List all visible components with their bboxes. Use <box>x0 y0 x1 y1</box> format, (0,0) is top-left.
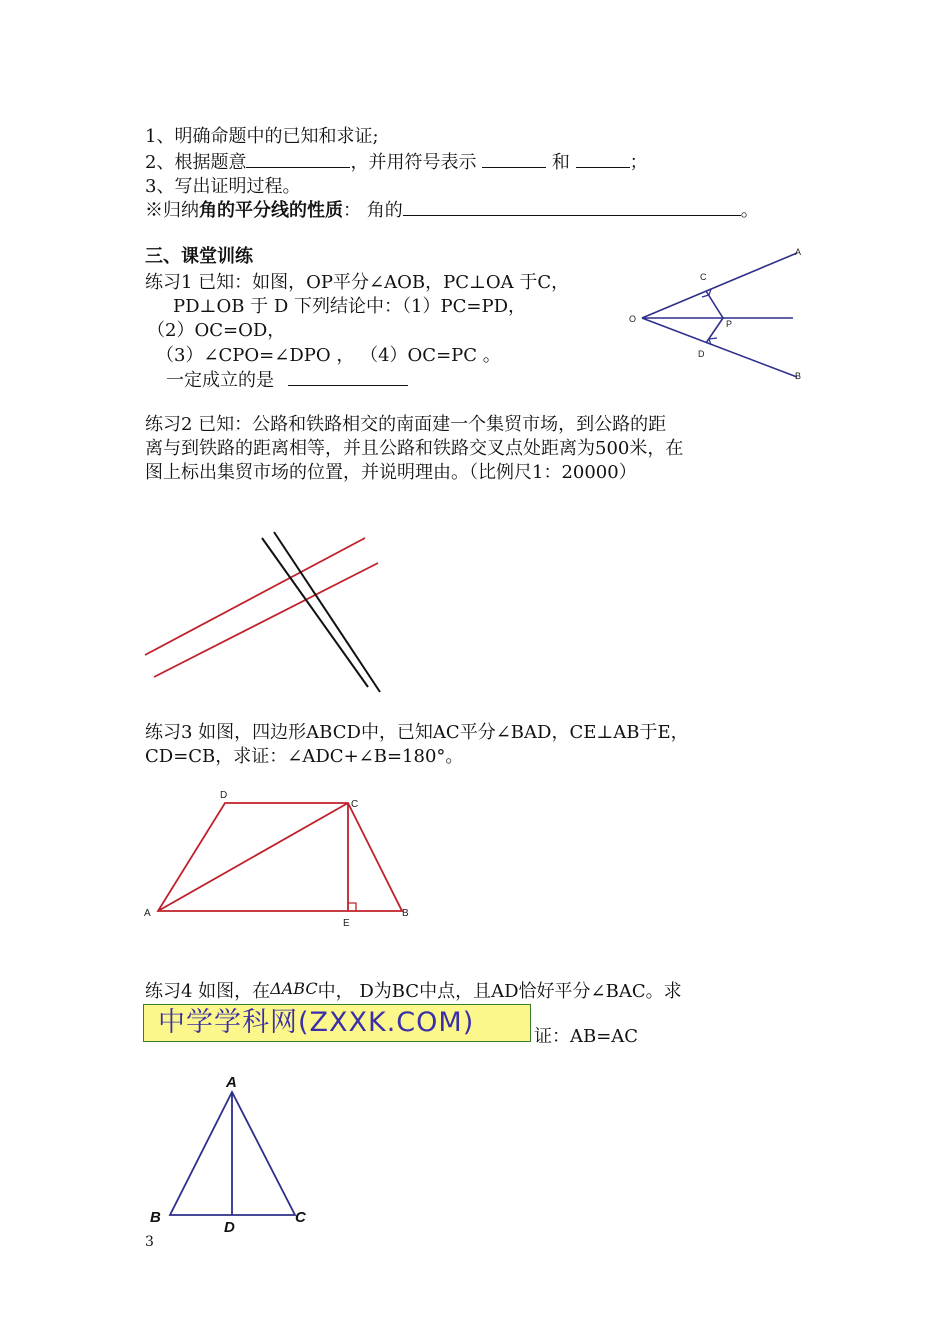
ex2-line1: 练习2 已知：公路和铁路相交的南面建一个集贸市场，到公路的距 <box>145 414 667 435</box>
ex1-line5 <box>166 369 408 392</box>
blank-3 <box>576 151 630 168</box>
ex4-rest: 中， D为BC中点，且AD恰好平分∠BAC。求 <box>317 981 682 1002</box>
label-c: C <box>295 1209 306 1226</box>
watermark-banner: 中学学科网(ZXXK.COM) <box>143 1004 531 1042</box>
label-a: A <box>226 1074 237 1091</box>
step-1: 1、明确命题中的已知和求证; <box>145 126 379 147</box>
road-line-2 <box>154 563 378 677</box>
ex3-line2: CD=CB，求证：∠ADC+∠B=180°。 <box>145 746 464 767</box>
ex4-line1 <box>145 978 682 1003</box>
label-o: O <box>629 314 637 324</box>
rail-line-2 <box>274 532 380 692</box>
rail-line-1 <box>262 538 368 687</box>
ex1-line4: （3）∠CPO=∠DPO ， （4）OC=PC 。 <box>156 345 501 366</box>
ex3-line1: 练习3 如图，四边形ABCD中，已知AC平分∠BAD，CE⊥AB于E， <box>145 722 689 743</box>
ex4-figure <box>145 1070 325 1235</box>
right-angle-e <box>348 903 356 911</box>
blank-2 <box>482 151 546 168</box>
ex2-line2: 离与到铁路的距离相等，并且公路和铁路交叉点处距离为500米，在 <box>145 438 684 459</box>
label-b: B <box>402 908 409 919</box>
ex1-answer-blank <box>288 369 408 386</box>
ex4-triangle: ΔABC <box>270 979 318 998</box>
ray-oa <box>642 253 797 318</box>
ex1-line2: PD⊥OB 于 D 下列结论中：（1）PC=PD， <box>173 296 527 317</box>
label-b: B <box>150 1209 161 1226</box>
ex2-figure <box>140 525 390 700</box>
step-2-prefix: 2、根据题意 <box>145 152 247 173</box>
ex1-figure <box>625 245 805 385</box>
section-title: 三、课堂训练 <box>145 246 253 267</box>
step-4-bold: 角的平分线的性质 <box>199 200 343 221</box>
right-angle-d <box>709 338 717 345</box>
label-d: D <box>220 790 228 801</box>
label-c: C <box>700 272 707 282</box>
ex3-figure <box>140 785 420 935</box>
step-2-and: 和 <box>551 152 570 173</box>
ex1-answer-label: 一定成立的是 <box>166 370 274 391</box>
ex4-line2: 证：AB=AC <box>534 1026 639 1047</box>
label-d: D <box>698 349 705 359</box>
label-p: P <box>726 319 733 329</box>
step-2-mid: ，并用符号表示 <box>350 152 477 173</box>
step-4-mid: ： 角的 <box>343 200 403 221</box>
step-3: 3、写出证明过程。 <box>145 176 301 197</box>
step-2 <box>145 151 648 174</box>
label-c: C <box>351 799 359 810</box>
ex4-prefix: 练习4 如图，在 <box>145 981 271 1002</box>
ex1-line1: 练习1 已知：如图，OP平分∠AOB，PC⊥OA 于C， <box>145 272 570 293</box>
label-a: A <box>144 908 151 919</box>
ex2-line3: 图上标出集贸市场的位置，并说明理由。（比例尺1：20000） <box>145 462 637 483</box>
step-4 <box>145 199 759 222</box>
step-2-end: ； <box>629 152 648 173</box>
page-number: 3 <box>145 1234 154 1250</box>
ex1-line3: （2）OC=OD， <box>147 320 286 341</box>
label-b: B <box>795 371 802 381</box>
blank-4 <box>403 199 741 216</box>
label-a: A <box>795 247 802 257</box>
ray-ob <box>642 318 797 377</box>
label-e: E <box>343 918 350 929</box>
blank-1 <box>246 151 350 168</box>
quad-abcd <box>158 803 402 911</box>
step-4-prefix: ※归纳 <box>145 200 199 221</box>
diagonal-ac <box>158 803 348 911</box>
label-d: D <box>224 1219 235 1235</box>
step-4-end: 。 <box>740 200 759 221</box>
